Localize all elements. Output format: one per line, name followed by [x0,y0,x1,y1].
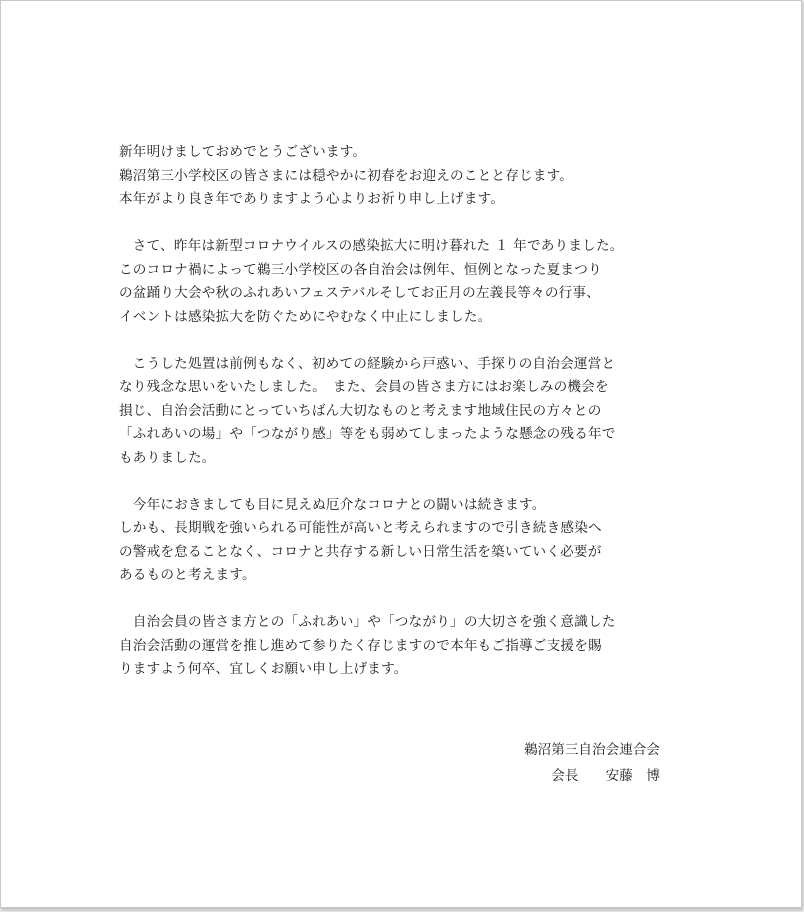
text-line: りますよう何卒、宜しくお願い申し上げます。 [119,661,408,677]
text-line: 自治会活動の運営を推し進めて参りたく存じますので本年もご指導ご支援を賜 [119,637,602,654]
signature-block [524,737,660,789]
text-line: 「ふれあいの場」や「つながり感」等をも弱めてしまったような懸念の残る年で [119,426,616,442]
letter-body [119,141,679,705]
paragraph-measures [119,353,679,471]
paragraph-last-year [119,235,679,329]
text-line: 損じ、自治会活動にとっていちばん大切なものと考えます地域住民の方々との [119,402,602,419]
signature-name: 会長 安藤 博 [551,768,660,784]
text-line: しかも、長期戦を強いられる可能性が高いと考えられますので引き続き感染へ [119,520,602,536]
text-line: こうした処置は前例もなく、初めての経験から戸惑い、手探りの自治会運営と [119,355,616,372]
text-line: 新年明けましておめでとうございます。 [119,144,367,160]
text-line: もありました。 [119,449,216,466]
text-line: イベントは感染拡大を防ぐためにやむなく中止にしました。 [119,308,492,325]
text-line: の盆踊り大会や秋のふれあいフェステバルそしてお正月の左義長等々の行事、 [119,285,601,301]
text-line: 自治会員の皆さま方との「ふれあい」や「つながり」の大切さを強く意識した [119,614,616,630]
text-line: の警戒を怠ることなく、コロナと共存する新しい日常生活を築いていく必要が [119,543,602,560]
text-line: さて、昨年は新型コロナウイルスの感染拡大に明け暮れた １ 年でありました。 [119,238,624,254]
paragraph-greeting [119,141,679,212]
signature-organization: 鵜沼第三自治会連合会 [524,742,660,758]
text-line: あるものと考えます。 [119,567,256,583]
text-line: このコロナ禍によって鵜三小学校区の各自治会は例年、恒例となった夏まつり [119,261,602,278]
text-line: 本年がより良き年でありますよう心よりお祈り申し上げます。 [119,191,505,207]
text-line: 鵜沼第三小学校区の皆さまには穏やかに初春をお迎えのことと存じます。 [119,167,574,184]
paragraph-this-year [119,494,679,588]
paragraph-closing [119,611,679,682]
text-line: なり残念な思いをいたしました。 また、会員の皆さま方にはお楽しみの機会を [119,379,609,395]
text-line: 今年におきましても目に見えぬ厄介なコロナとの闘いは続きます。 [119,496,546,513]
